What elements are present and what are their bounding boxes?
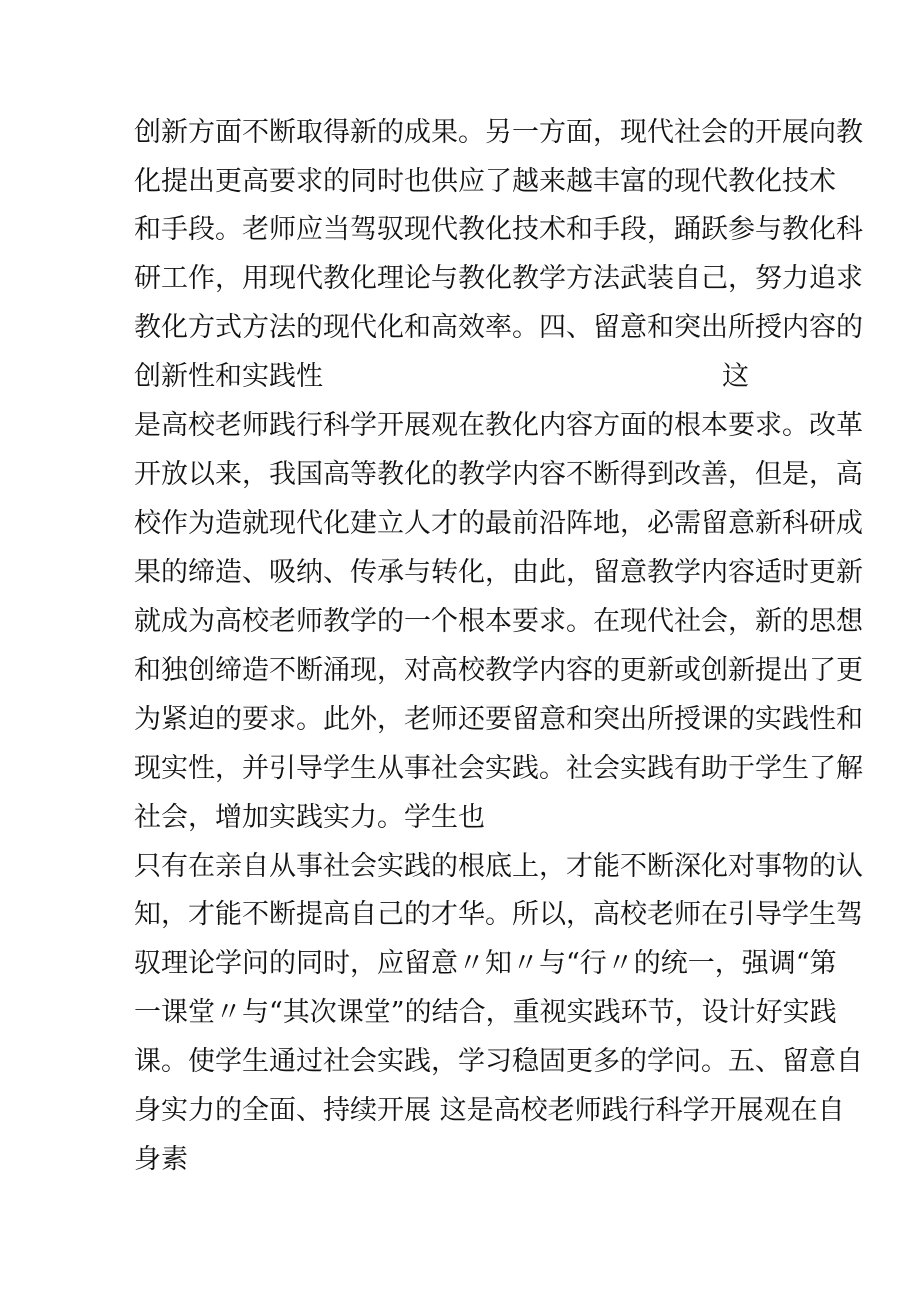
text-line: 为紧迫的要求。此外，老师还要留意和突出所授课的实践性和 [134,704,863,735]
text-line: 校作为造就现代化建立人才的最前沿阵地，必需留意新科研成 [134,508,863,539]
text-line: 和手段。老师应当驾驭现代教化技术和手段，踊跃参与教化科 [134,214,863,245]
text-line: 知，才能不断提高自己的才华。所以，高校老师在引导学生驾 [134,899,863,930]
text-line: 教化方式方法的现代化和高效率。四、留意和突出所授内容的 [134,312,863,343]
text-line: 研工作，用现代教化理论与教化教学方法武装自己，努力追求 [134,263,863,294]
text-line: 创新方面不断取得新的成果。另一方面，现代社会的开展向教 [134,117,863,148]
text-line: 现实性，并引导学生从事社会实践。社会实践有助于学生了解 [134,753,863,784]
text-line: 开放以来，我国高等教化的教学内容不断得到改善，但是，高 [134,459,863,490]
text-line: 就成为高校老师教学的一个根本要求。在现代社会，新的思想 [134,606,863,637]
text-line: 身素 [134,1144,188,1175]
text-line: 社会，增加实践实力。学生也 [134,802,485,833]
text-line: 只有在亲自从事社会实践的根底上，才能不断深化对事物的认 [134,851,863,882]
text-line: 驭理论学问的同时，应留意〃知〃与“行〃的统一，强调“第 [134,948,837,979]
text-line: 化提出更高要求的同时也供应了越来越丰富的现代教化技术 [134,166,836,197]
text-line: 和独创缔造不断涌现，对高校教学内容的更新或创新提出了更 [134,655,863,686]
text-line: 一课堂〃与“其次课堂”的结合，重视实践环节，设计好实践 [134,997,837,1028]
text-line-trailing-word: 这 [722,361,749,392]
text-line: 创新性和实践性 [134,361,323,392]
text-line: 身实力的全面、持续开展 这是高校老师践行科学开展观在自 [134,1095,845,1126]
text-line: 课。使学生通过社会实践，学习稳固更多的学问。五、留意自 [134,1046,863,1077]
text-line: 是高校老师践行科学开展观在教化内容方面的根本要求。改革 [134,410,863,441]
text-line: 果的缔造、吸纳、传承与转化，由此，留意教学内容适时更新 [134,557,863,588]
